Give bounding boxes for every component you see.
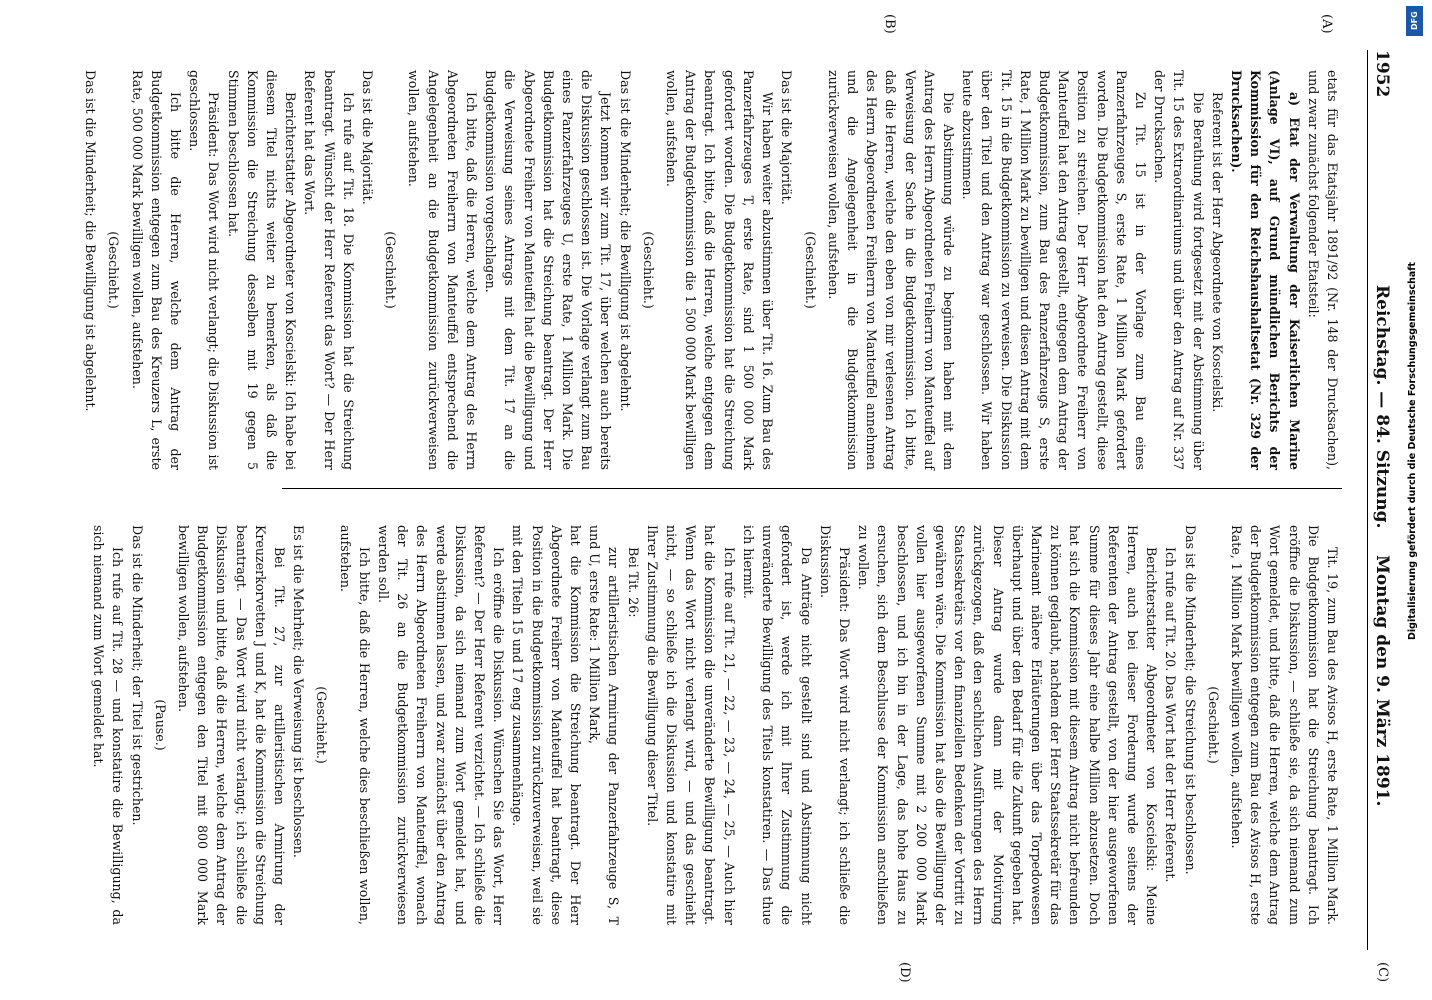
paragraph: Ich bitte, daß die Herren, welche dies beschließen wollen, aufstehen.	[337, 525, 372, 925]
paragraph: Bei Tit. 27, zur artilleristischen Armirung der Kreuzerkorvetten J und K, hat die Kommission die Streichung beantragt. — Das Wort wird nicht verlangt; ich schließe die Diskussion und bitte, daß die Herren, welche dem Antrag der Budgetkommission entgegen den Titel mit 800 000 Mark bewilligen wollen, aufstehen.	[176, 525, 288, 925]
margin-marker-d: (D)	[897, 962, 912, 983]
paragraph: Da Anträge nicht gestellt sind und Abstimmung nicht gefordert ist, werde ich mit Ihrer Zustimmung die unveränderte Bewilligung des Titels konstatiren. — Das thue ich hiermit.	[740, 525, 814, 925]
stage-direction: (Geschieht.)	[640, 231, 656, 309]
paragraph: Zu Tit. 15 ist in der Vorlage zum Bau eines Panzerfahrzeuges S, erste Rate, 1 Million Mark gefordert worden. Die Budgetkommission hat den Antrag gestellt, diese Position zu streichen. Der Herr Abgeordnete Freiherr von Manteuffel hat den Antrag gestellt, entgegen dem Antrag der Budgetkommission, zum Bau des Panzerfahrzeugs S, erste Rate, 1 Million Mark zu bewilligen und diesen Antrag mit dem Tit. 15 in die Budgetkommission zu verweisen. Die Diskussion über den Titel und den Antrag war geschlossen. Wir haben heute abzustimmen.	[960, 70, 1148, 470]
paragraph: Das ist die Minderheit; der Titel ist gestrichen.	[129, 525, 145, 826]
left-text-column	[83, 70, 1342, 470]
session-date: Montag den 9. März 1891.	[1372, 555, 1392, 807]
digitization-credit	[1404, 0, 1426, 1000]
paragraph: Die Berathung wird fortgesetzt mit der Abstimmung über Tit. 15 des Extraordinariums und über den Antrag auf Nr. 337 der Drucksachen.	[1152, 70, 1206, 470]
margin-marker-a: (A)	[1319, 14, 1334, 34]
stage-direction: (Geschieht.)	[802, 231, 818, 309]
paragraph: Das ist die Minderheit; die Streichung ist beschlossen.	[1182, 525, 1198, 875]
column-divider	[282, 488, 1342, 489]
stage-direction: (Geschieht.)	[1205, 686, 1221, 764]
dfg-logo-badge: DFG	[1406, 6, 1423, 36]
paragraph: Ich rufe auf Tit. 21, — 22, — 23, — 24, — 25, — Auch hier hat die Kommission die unveränderte Bewilligung beantragt. Wenn das Wort nicht verlangt wird, — und das geschieht nicht, — so schließe ich die Diskussion und konstatire mit Ihrer Zustimmung die Bewilligung dieser Titel.	[644, 525, 737, 925]
paragraph: Referent ist der Herr Abgeordnete von Koscielski.	[1209, 92, 1225, 413]
paragraph: Tit. 19, zum Bau des Avisos H, erste Rate, 1 Million Mark. Die Budgetkommission hat die Streichung beantragt. Ich eröffne die Diskussion, — schließe sie, da sich niemand zum Wort gemeldet, und bitte, daß die Herren, welche dem Antrag der Budgetkommission entgegen zum Bau des Avisos H, erste Rate, 1 Million Mark bewilligen wollen, aufstehen.	[1228, 525, 1340, 925]
margin-marker-c: (C)	[1375, 962, 1390, 983]
speaker-paragraph: Berichterstatter Abgeordneter von Koscielski: Meine Herren, auch bei dieser Forderung wurde seitens der Referenten der Antrag gestellt, von der hier ausgeworfenen Summe für dieses Jahr eine halbe Million abzusetzen. Doch hat sich die Kommission mit diesem Antrag nicht befreunden zu können geglaubt, nachdem der Herr Staatssekretär für das Marineamt nähere Erläuterungen über das Torpedowesen überhaupt und über den Bedarf für die Zukunft gegeben hat. Dieser Antrag wurde dann mit der Motivirung zurückgezogen, daß den sachlichen Ausführungen des Herrn Staatssekretärs vor den finanziellen Bedenken der Vortritt zu gewähren wäre. Die Kommission hat also die Bewilligung der vollen hier ausgeworfenen Summe mit 2 200 000 Mark beschlossen, und ich bin in der Lage, das hohe Haus zu ersuchen, sich dem Beschlusse der Kommission anschließen zu wollen.	[856, 525, 1160, 925]
speaker-paragraph: Präsident: Das Wort wird nicht verlangt; die Diskussion ist geschlossen.	[187, 70, 222, 470]
speaker-paragraph: Präsident: Das Wort wird nicht verlangt; ich schließe die Diskussion.	[817, 525, 852, 925]
paragraph: Das ist die Majorität.	[779, 70, 795, 205]
paragraph: Jetzt kommen wir zum Tit. 17, über welchen auch bereits die Diskussion geschlossen ist. Die Vorlage verlangt zum Bau eines Panzerfahrzeuges U, erste Rate, 1 Million Mark. Die Budgetkommission hat die Streichung beantragt. Der Herr Abgeordnete Freiherr von Manteuffel hat die Bewilligung und die Verweisung seines Antrags mit dem Tit. 17 an die Budgetkommission vorgeschlagen.	[483, 70, 614, 470]
paragraph: Ich bitte die Herren, welche dem Antrag der Budgetkommission entgegen zum Bau des Kreuzers L, erste Rate, 500 000 Mark bewilligen wollen, aufstehen.	[129, 70, 184, 470]
paragraph: Ich bitte, daß die Herren, welche dem Antrag des Herrn Abgeordneten Freiherrn von Manteuffel entsprechend die Angelegenheit an die Budgetkommission zurückverweisen wollen, aufstehen.	[406, 70, 480, 470]
paragraph: Ich eröffne die Diskussion. Wünschen Sie das Wort, Herr Referent? — Der Herr Referent verzichtet. — Ich schließe die Diskussion, da sich niemand zum Wort gemeldet hat, und werde abstimmen lassen, und zwar zunächst über den Antrag des Herrn Abgeordneten Freiherrn von Manteuffel, wonach der Tit. 26 an die Budgetkommission zurückverwiesen werden soll.	[376, 525, 507, 925]
paragraph: hat die Kommission die Streichung beantragt. Der Herr Abgeordnete Freiherr von Manteuffel hat beantragt, diese Position in die Budgetkommission zurückzuverweisen, weil sie mit den Titeln 15 und 17 eng zusammenhänge.	[510, 525, 584, 925]
speaker-paragraph: Berichterstatter Abgeordneter von Koscielski: Ich habe bei diesem Titel nichts weiter zu bemerken, als daß die Kommission die Streichung desselben mit 19 gegen 5 Stimmen beschlossen hat.	[225, 70, 299, 470]
page-number: 1952	[1372, 50, 1392, 98]
stage-direction: (Geschieht.)	[383, 231, 399, 309]
paragraph: Das ist die Minderheit; die Bewilligung ist abgelehnt.	[617, 70, 633, 412]
stage-direction: (Geschieht.)	[314, 686, 330, 764]
stage-direction: (Geschieht.)	[106, 231, 122, 309]
paragraph: Das ist die Majorität.	[360, 70, 376, 205]
paragraph: etats für das Etatsjahr 1891/92 (Nr. 148 der Drucksachen), und zwar zunächst folgender Etatsteil:	[1305, 70, 1340, 470]
paragraph: Wir haben weiter abzustimmen über Tit. 16. Zum Bau des Panzerfahrzeuges T, erste Rate, sind 1 500 000 Mark gefordert worden. Die Budgetkommission hat die Streichung beantragt. Ich bitte, daß die Herren, welche entgegen dem Antrag der Budgetkommission die 1 500 000 Mark bewilligen wollen, aufstehen.	[664, 70, 776, 470]
paragraph: zur artilleristischen Armirung der Panzerfahrzeuge S, T und U, erste Rate: 1 Million Mark,	[587, 525, 622, 925]
credit-text: Digitalisierung gefördert durch die Deutsche Forschungsgemeinschaft	[1407, 262, 1418, 640]
page-header	[1367, 50, 1394, 950]
right-text-column	[91, 525, 1342, 925]
session-title: Reichstag. — 84. Sitzung.	[1372, 285, 1392, 529]
paragraph: Ich rufe auf Tit. 18. Die Kommission hat die Streichung beantragt. Wünscht der Herr Referent das Wort? — Der Herr Referent hat das Wort.	[302, 70, 356, 470]
paragraph: Ich rufe auf Tit. 28 — und konstatire die Bewilligung, da sich niemand zum Wort gemeldet hat.	[91, 525, 126, 925]
paragraph: Es ist die Mehrheit; die Verweisung ist beschlossen.	[291, 525, 307, 858]
paragraph: Das ist die Minderheit; die Bewilligung ist abgelehnt.	[83, 70, 99, 412]
margin-marker-b: (B)	[882, 14, 897, 34]
stage-direction: (Pause.)	[152, 699, 168, 751]
paragraph: Ich rufe auf Tit. 20. Das Wort hat der Herr Referent.	[1163, 547, 1179, 883]
paragraph: Bei Tit. 26:	[625, 547, 641, 618]
paragraph: Die Abstimmung würde zu beginnen haben mit dem Antrag des Herrn Abgeordneten Freiherrn von Manteuffel auf Verweisung der Sache in die Budgetkommission. Ich bitte, daß die Herren, welche den eben von mir verlesenen Antrag des Herrn Abgeordneten Freiherrn von Manteuffel annehmen und die Angelegenheit in die Budgetkommission zurückverweisen wollen, aufstehen.	[825, 70, 956, 470]
paragraph: a) Etat der Verwaltung der Kaiserlichen Marine (Anlage VI), auf Grund mündlichen Berichts der Kommission für den Reichshaushaltsetat (Nr. 329 der Drucksachen).	[1228, 70, 1302, 470]
